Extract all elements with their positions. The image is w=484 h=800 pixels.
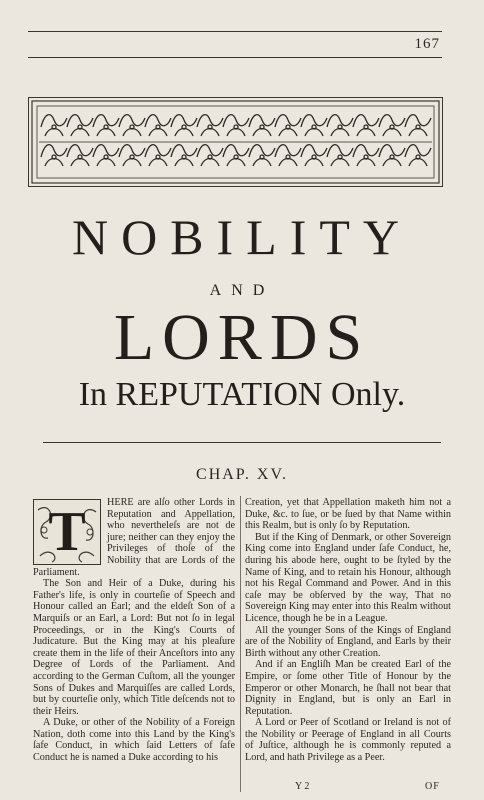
- ornament-dot: [312, 155, 316, 159]
- page-number: 167: [414, 36, 440, 52]
- ornament-dot: [130, 125, 134, 129]
- right-paragraph-2: But if the King of Denmark, or other Sovereign King come into England under ſafe Conduct, he, during his abode here, ought to be ſtyled by the Name of King, and to retain his Honour, although not his Regal Command and Power. And in this caſe may be obſerved by the way, That no Sovereign King may enter into this Realm without Licence, though he be in a League.: [245, 531, 451, 624]
- ornament-dot: [208, 155, 212, 159]
- left-column: [33, 497, 235, 764]
- headpiece-pattern: [29, 98, 442, 186]
- ornament-dot: [364, 125, 368, 129]
- ornament-dot: [182, 125, 186, 129]
- header-rule: [28, 57, 442, 58]
- drop-cap-initial: [33, 499, 101, 565]
- ornament-dot: [234, 125, 238, 129]
- ornament-dot: [156, 125, 160, 129]
- ornament-dot: [338, 155, 342, 159]
- right-paragraph-5: A Lord or Peer of Scotland or Ireland is not of the Nobility or Peerage of England in all Courts of Juſtice, although he is commonly reputed a Lord, and hath Privilege as a Peer.: [245, 717, 451, 764]
- ornament-dot: [390, 155, 394, 159]
- ornament-dot: [182, 155, 186, 159]
- ornament-dot: [416, 155, 420, 159]
- ornament-dot: [364, 155, 368, 159]
- drop-cap-letter: T: [48, 501, 86, 563]
- ornament-dot: [104, 155, 108, 159]
- catchword: OF: [425, 781, 440, 792]
- ornament-dot: [78, 125, 82, 129]
- ornament-dot: [52, 155, 56, 159]
- ornament-dot: [130, 155, 134, 159]
- ornament-dot: [208, 125, 212, 129]
- title-line-nobility: NOBILITY: [71, 209, 413, 265]
- ornament-dot: [338, 125, 342, 129]
- right-paragraph-4: And if an Engliſh Man be created Earl of the Empire, or ſome other Title of Honour by the Emperor or other Monarch, he ſhall not bear that Dignity in England, but is only an Earl in Reputation.: [245, 659, 451, 717]
- ornament-dot: [78, 155, 82, 159]
- right-paragraph-3: All the younger Sons of the Kings of England are of the Nobility of England, and Earls by their Birth without any other Creation.: [245, 624, 451, 659]
- right-column: [245, 497, 451, 764]
- left-paragraph-1: HERE are alſo other Lords in Reputation and Appellation, who nevertheleſs are not de jure; neither can they enjoy the Privileges of thoſe of the Nobility that are Lords of the Parliament.: [33, 497, 235, 578]
- ornament-dot: [286, 155, 290, 159]
- title-rule: [43, 442, 441, 443]
- ornament-dot: [52, 125, 56, 129]
- ornament-dot: [260, 155, 264, 159]
- right-paragraph-1: Creation, yet that Appellation maketh him not a Duke, &c. to ſue, or be ſued by that Name within this Realm, but is only ſo by Reputation.: [245, 497, 451, 532]
- ornament-dot: [416, 125, 420, 129]
- left-paragraph-2: The Son and Heir of a Duke, during his Father's life, is only in courteſie of Speech and Honour called an Earl; and the eldeſt Son of a Marquiſs or an Earl, a Lord: But not ſo in legal Proceedings, or in the King's Courts of Judicature. But the King may at his pleaſure create them in the life of their Anceſtors into any Degree of Lords of the Parliament. And according to the German Cuſtom, all the younger Sons of Dukes and Marquiſſes are called Lords, but by courteſie only, which Title deſcends not to their Heirs.: [33, 578, 235, 717]
- left-paragraph-3: A Duke, or other of the Nobility of a Foreign Nation, doth come into this Land by the King's ſafe Conduct, in which ſaid Letters of ſafe Conduct he is named a Duke according to his: [33, 717, 235, 764]
- ornament-dot: [104, 125, 108, 129]
- top-rule: [28, 31, 442, 32]
- ornament-dot: [156, 155, 160, 159]
- decorative-headpiece: [28, 97, 443, 187]
- chapter-heading: CHAP. XV.: [196, 466, 288, 483]
- column-divider: [240, 496, 241, 792]
- ornament-dot: [312, 125, 316, 129]
- ornament-dot: [260, 125, 264, 129]
- title-line-lords: LORDS: [113, 301, 371, 374]
- title-line-and: AND: [209, 282, 275, 299]
- title-line-reputation: In REPUTATION Only.: [78, 376, 406, 413]
- ornament-dot: [390, 125, 394, 129]
- ornament-dot: [286, 125, 290, 129]
- ornament-dot: [234, 155, 238, 159]
- signature-mark: Y 2: [295, 781, 310, 792]
